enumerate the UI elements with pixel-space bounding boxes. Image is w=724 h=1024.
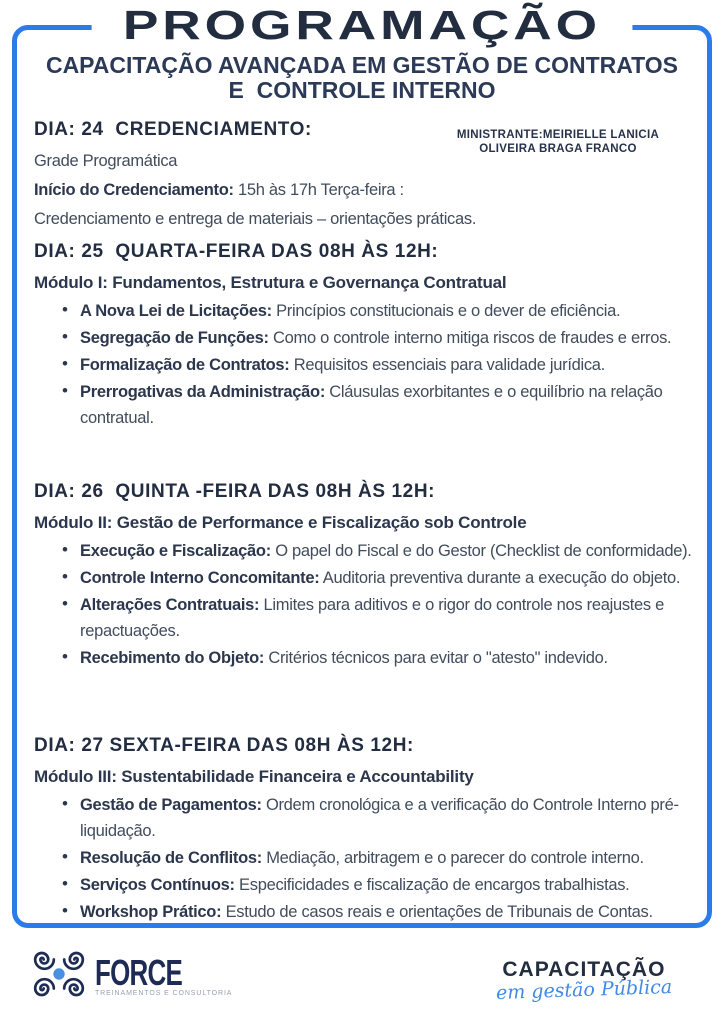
capacitacao-script: em gestão Pública <box>495 975 673 1004</box>
page-subtitle <box>0 53 724 103</box>
schedule-lead: Início do Credenciamento: <box>34 181 234 199</box>
capacitacao-logo <box>495 957 673 1004</box>
list-item <box>60 792 696 844</box>
list-item <box>60 298 696 324</box>
list-item <box>60 565 696 591</box>
section-dia-25 <box>34 240 696 432</box>
bullet-text: Cláusulas exorbitantes e o equilíbrio na relação contratual. <box>80 383 663 427</box>
bullet-text: Princípios constitucionais e o dever de eficiência. <box>271 302 621 320</box>
bullet-lead: Gestão de Pagamentos: <box>80 796 262 814</box>
bullet-lead: Execução e Fiscalização: <box>80 542 271 560</box>
module-1-title: Módulo I: Fundamentos, Estrutura e Governança Contratual <box>34 273 507 292</box>
page-title: PROGRAMAÇÃO <box>92 1 633 49</box>
section-heading-dia-26: DIA: 26 QUINTA -FEIRA DAS 08H ÀS 12H: <box>34 481 436 502</box>
subtitle-line-1: CAPACITAÇÃO AVANÇADA EM GESTÃO DE CONTRATOS <box>45 52 679 78</box>
bullet-text: Critérios técnicos para evitar o "atesto" indevido. <box>264 649 608 667</box>
bullet-text: Mediação, arbitragem e o parecer do controle interno. <box>261 849 644 867</box>
schedule-rest: 15h às 17h Terça-feira : <box>233 181 404 199</box>
force-name: FORCE <box>95 951 183 993</box>
module-1-topics <box>34 298 696 431</box>
credential-schedule-line <box>34 177 696 203</box>
bullet-text: Requisitos essenciais para validade jurídica. <box>289 356 605 374</box>
bullet-lead: Recebimento do Objeto: <box>80 649 265 667</box>
section-dia-24 <box>34 118 696 232</box>
minister-line-1: MINISTRANTE:MEIRIELLE LANICIA <box>456 129 660 141</box>
bullet-lead: A Nova Lei de Licitações: <box>80 302 272 320</box>
list-item <box>60 645 696 671</box>
header <box>0 1 724 49</box>
bullet-text: Auditoria preventiva durante a execução do objeto. <box>319 569 681 587</box>
bullet-lead: Serviços Contínuos: <box>80 876 235 894</box>
list-item <box>60 899 696 925</box>
force-wordmark <box>95 951 233 997</box>
force-logo <box>30 945 232 1008</box>
list-item <box>60 872 696 898</box>
program-grid-label: Grade Programática <box>34 152 178 170</box>
list-item <box>60 845 696 871</box>
spiral-knot-icon <box>30 945 88 1008</box>
capacitacao-title: CAPACITAÇÃO <box>502 957 666 981</box>
bullet-lead: Controle Interno Concomitante: <box>80 569 320 587</box>
bullet-text: O papel do Fiscal e do Gestor (Checklist de conformidade). <box>270 542 692 560</box>
section-heading-dia-25: DIA: 25 QUARTA-FEIRA DAS 08H ÀS 12H: <box>34 241 439 262</box>
bullet-lead: Prerrogativas da Administração: <box>80 383 326 401</box>
module-3-topics <box>34 792 696 925</box>
section-dia-26 <box>34 480 696 672</box>
force-tagline: TREINAMENTOS E CONSULTORIA <box>95 989 233 997</box>
bullet-lead: Alterações Contratuais: <box>80 596 260 614</box>
section-dia-27 <box>34 734 696 926</box>
subtitle-line-2: E CONTROLE INTERNO <box>228 77 496 103</box>
minister-line-2: OLIVEIRA BRAGA FRANCO <box>479 143 637 155</box>
bullet-lead: Resolução de Conflitos: <box>80 849 262 867</box>
module-2-topics <box>34 538 696 671</box>
section-heading-dia-24: DIA: 24 CREDENCIAMENTO: <box>34 119 312 140</box>
bullet-lead: Workshop Prático: <box>80 903 222 921</box>
module-2-title: Módulo II: Gestão de Performance e Fiscalização sob Controle <box>34 513 527 532</box>
minister-credit <box>422 128 694 156</box>
bullet-text: Como o controle interno mitiga riscos de fraudes e erros. <box>268 329 672 347</box>
section-heading-dia-27: DIA: 27 SEXTA-FEIRA DAS 08H ÀS 12H: <box>34 735 414 756</box>
bullet-text: Ordem cronológica e a verificação do Controle Interno pré-liquidação. <box>80 796 679 840</box>
credential-note-line: Credenciamento e entrega de materiais – orientações práticas. <box>34 210 477 228</box>
module-3-title: Módulo III: Sustentabilidade Financeira e Accountability <box>34 767 474 786</box>
list-item <box>60 592 696 644</box>
list-item <box>60 325 696 351</box>
bullet-text: Estudo de casos reais e orientações de Tribunais de Contas. <box>221 903 653 921</box>
bullet-text: Limites para aditivos e o rigor do controle nos reajustes e repactuações. <box>80 596 665 640</box>
bullet-lead: Segregação de Funções: <box>80 329 269 347</box>
list-item <box>60 379 696 431</box>
bullet-text: Especificidades e fiscalização de encargos trabalhistas. <box>234 876 630 894</box>
bullet-lead: Formalização de Contratos: <box>80 356 290 374</box>
list-item <box>60 538 696 564</box>
list-item <box>60 352 696 378</box>
footer <box>0 936 724 1016</box>
